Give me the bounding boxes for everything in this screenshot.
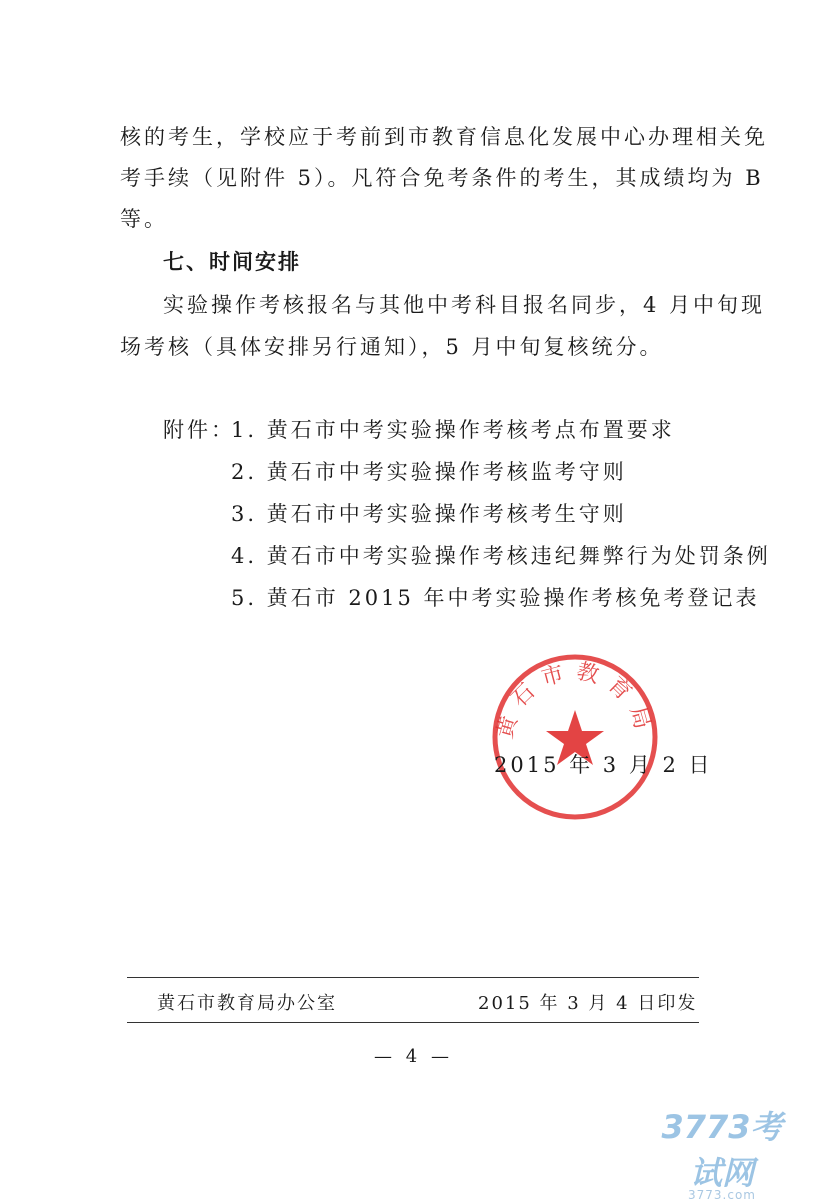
section-line-2: 场考核（具体安排另行通知），5 月中旬复核统分。 xyxy=(120,335,664,359)
official-seal-icon xyxy=(490,652,660,822)
attachment-item-2: 2. 黄石市中考实验操作考核监考守则 xyxy=(231,460,627,484)
page-number: — 4 — xyxy=(374,1046,453,1067)
attachment-item-5: 5. 黄石市 2015 年中考实验操作考核免考登记表 xyxy=(231,586,760,610)
section-line-1: 实验操作考核报名与其他中考科目报名同步，4 月中旬现 xyxy=(163,293,766,317)
footer-issuer: 黄石市教育局办公室 xyxy=(157,993,337,1014)
attachments-label: 附件： xyxy=(163,418,235,442)
attachment-item-1: 1. 黄石市中考实验操作考核考点布置要求 xyxy=(231,418,675,442)
watermark-brand: 3773考试网 xyxy=(661,1108,783,1192)
body-line-3: 等。 xyxy=(120,207,168,231)
footer-bottom-rule xyxy=(127,1022,699,1023)
body-line-1: 核的考生，学校应于考前到市教育信息化发展中心办理相关免 xyxy=(120,125,768,149)
site-watermark xyxy=(647,1102,797,1202)
svg-text:黄石市教育局: 黄石市教育局 xyxy=(492,658,658,742)
attachment-item-3: 3. 黄石市中考实验操作考核考生守则 xyxy=(231,502,627,526)
attachment-item-4: 4. 黄石市中考实验操作考核违纪舞弊行为处罚条例 xyxy=(231,544,771,568)
section-heading: 七、时间安排 xyxy=(163,250,301,274)
watermark-url: 3773.com xyxy=(688,1188,756,1202)
signature-date: 2015 年 3 月 2 日 xyxy=(494,753,713,777)
footer-issue-date: 2015 年 3 月 4 日印发 xyxy=(478,993,698,1014)
body-line-2: 考手续（见附件 5）。凡符合免考条件的考生，其成绩均为 B xyxy=(120,166,764,190)
footer-top-rule xyxy=(127,977,699,978)
